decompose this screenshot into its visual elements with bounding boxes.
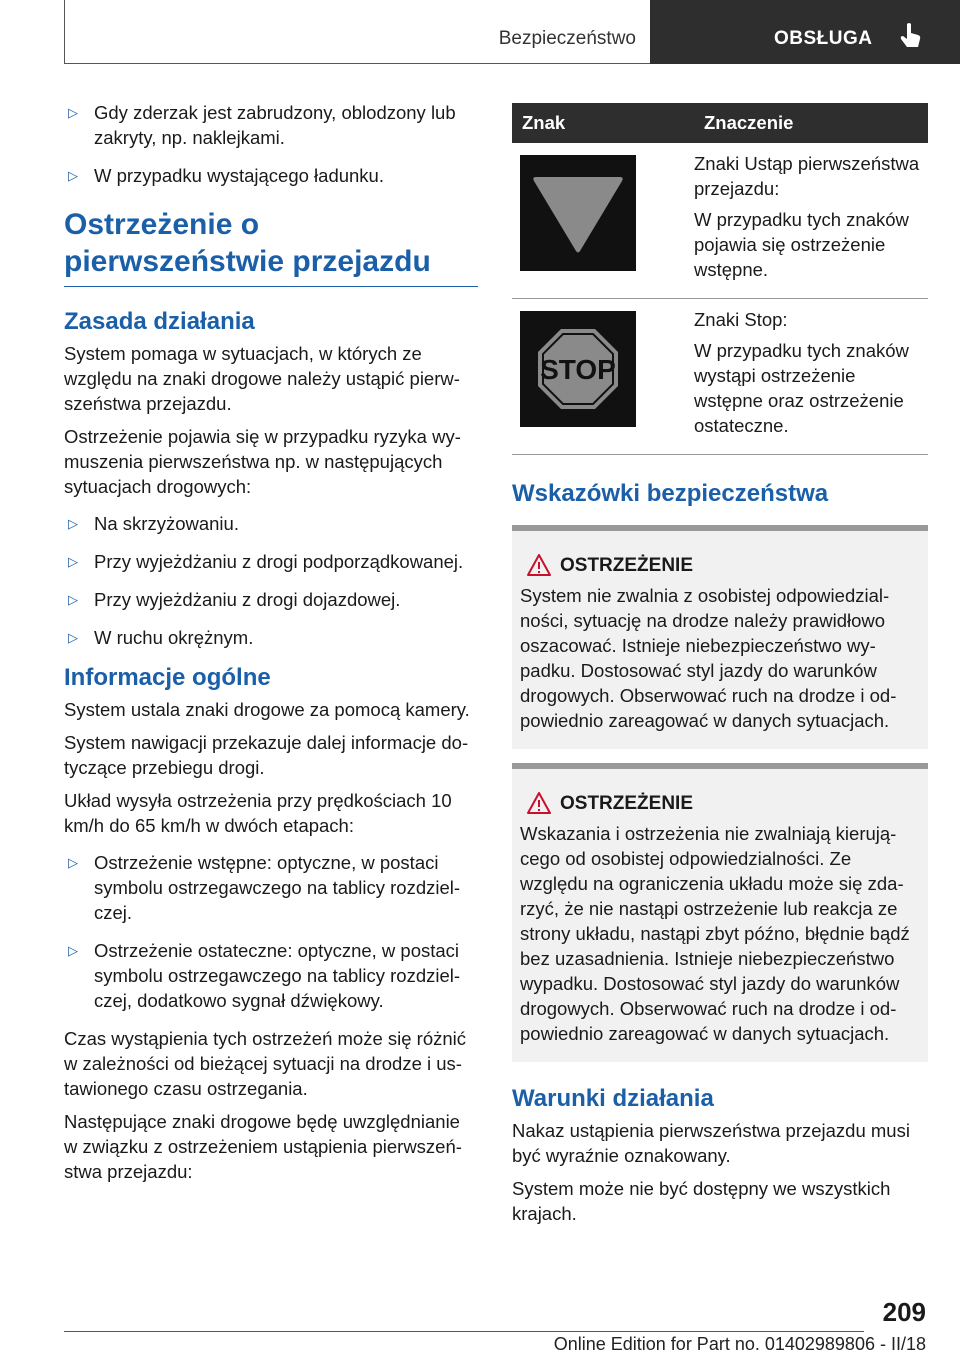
paragraph: Czas wystąpienia tych ostrzeżeń może się różnić w zależności od bieżącej sytuacji na drodze i ustawionego czasu ostrzegania. [64,1028,467,1099]
table-cell-text: W przypadku tych znaków wystąpi ostrzeżenie wstępne oraz ostrzeżenie ostateczne. [694,340,909,436]
triangle-bullet-icon: ▷ [68,168,78,183]
list-item: ▷ Ostrzeżenie wstępne: optyczne, w postaci symbolu ostrzegawczego na tablicy rozdzielczej. [68,852,461,923]
list-item: ▷ W przypadku wystającego ładunku. [68,165,384,186]
warning-triangle-icon [526,553,552,577]
table-row [512,143,928,299]
section-title: Ostrzeżenie o pierwszeństwie przejazdu [64,206,478,287]
warning-box [512,525,928,749]
warning-title: OSTRZEŻENIE [560,793,694,814]
table-header-znaczenie: Znaczenie [694,103,928,143]
paragraph: Układ wysyła ostrzeżenia przy prędkościach 10 km/h do 65 km/h w dwóch etapach: [64,790,452,836]
heading-wskazowki: Wskazówki bezpieczeństwa [512,480,829,507]
heading-warunki: Warunki działania [512,1085,714,1112]
warning-title: OSTRZEŻENIE [560,555,694,576]
signs-table [512,103,928,455]
heading-informacje: Informacje ogólne [64,664,271,691]
list-item: ▷ Przy wyjeżdżaniu z drogi podporządkowanej. [68,551,464,572]
warning-triangle-icon [526,791,552,815]
header-tab-label: OBSŁUGA [774,28,873,49]
triangle-bullet-icon: ▷ [68,105,78,120]
list-item: ▷ Na skrzyżowaniu. [68,513,239,534]
list-item: ▷ Przy wyjeżdżaniu z drogi dojazdowej. [68,589,401,610]
header-section-title: Bezpieczeństwo [498,28,636,49]
list-item: ▷ W ruchu okrężnym. [68,627,254,648]
header-tab-obsluga [650,0,960,64]
footer-rule [64,1331,864,1332]
warning-box [512,763,928,1062]
left-column [64,100,478,1192]
triangle-bullet-icon: ▷ [68,943,78,958]
heading-zasada: Zasada działania [64,308,255,335]
stop-sign-text: STOP [540,354,616,385]
triangle-bullet-icon: ▷ [68,630,78,645]
yield-sign-icon [520,155,636,271]
stop-sign-icon [520,311,636,427]
right-column [512,103,928,1234]
page-number: 209 [882,1297,926,1327]
triangle-bullet-icon: ▷ [68,516,78,531]
table-cell-text: W przypadku tych znaków pojawia się ostrzeżenie wstępne. [694,209,909,280]
table-cell-text: Znaki Ustąp pierwszeństwa przejazdu: [694,153,920,199]
footer-edition: Online Edition for Part no. 01402989806 - II/18 [553,1334,926,1354]
header-bottom-rule [64,63,650,64]
paragraph: Ostrzeżenie pojawia się w przypadku ryzyka wymuszenia pierwszeństwa np. w następujących sytuacjach drogowych: [64,426,461,497]
triangle-bullet-icon: ▷ [68,855,78,870]
warning-text: System nie zwalnia z osobistej odpowiedzialności, sytuację na drodze należy prawidłowo oszacować. Istnieje niebezpieczeństwo wypadku. Dostosować styl jazdy do warunków drogowych. Obserwować ruch na drodze i odpowiednio zareagować w danych sytuacjach. [520,585,897,731]
pointing-hand-icon [898,22,922,55]
paragraph: System ustala znaki drogowe za pomocą kamery. [64,699,470,720]
paragraph: System może nie być dostępny we wszystkich krajach. [512,1178,891,1224]
warning-text: Wskazania i ostrzeżenia nie zwalniają kierującego od osobistej odpowiedzialności. Ze względu na ograniczenia układu może się zdarzyć, że nie nastąpi ostrzeżenie lub reakcja ze strony układu, nastąpi zbyt późno, błędnie bądź bez uzasadnienia. Istnieje niebezpieczeństwo wypadku. Dostosować styl jazdy do warunków drogowych. Obserwować ruch na drodze i odpowiednio zareagować w danych sytuacjach. [520,823,910,1044]
bullet-list-top [64,100,478,188]
table-header-znak: Znak [512,103,694,143]
table-header-row [512,103,928,143]
paragraph: Nakaz ustąpienia pierwszeństwa przejazdu musi być wyraźnie oznakowany. [512,1120,910,1166]
table-cell-text: Znaki Stop: [694,309,788,330]
paragraph: Następujące znaki drogowe będę uwzględnianie w związku z ostrzeżeniem ustąpienia pierwszeństwa przejazdu: [64,1111,462,1182]
bullet-list-situations [64,511,478,650]
triangle-bullet-icon: ▷ [68,592,78,607]
triangle-bullet-icon: ▷ [68,554,78,569]
list-item: ▷ Ostrzeżenie ostateczne: optyczne, w postaci symbolu ostrzegawczego na tablicy rozdzielczej, dodatkowo sygnał dźwiękowy. [68,940,461,1011]
header-left-rule [64,0,65,64]
paragraph: System pomaga w sytuacjach, w których ze względu na znaki drogowe należy ustąpić pierwszeństwa przejazdu. [64,343,460,414]
list-item: ▷ Gdy zderzak jest zabrudzony, oblodzony lub zakryty, np. naklejkami. [68,102,456,148]
bullet-list-stages [64,850,478,1013]
paragraph: System nawigacji przekazuje dalej informacje dotyczące przebiegu drogi. [64,732,469,778]
table-row [512,299,928,455]
